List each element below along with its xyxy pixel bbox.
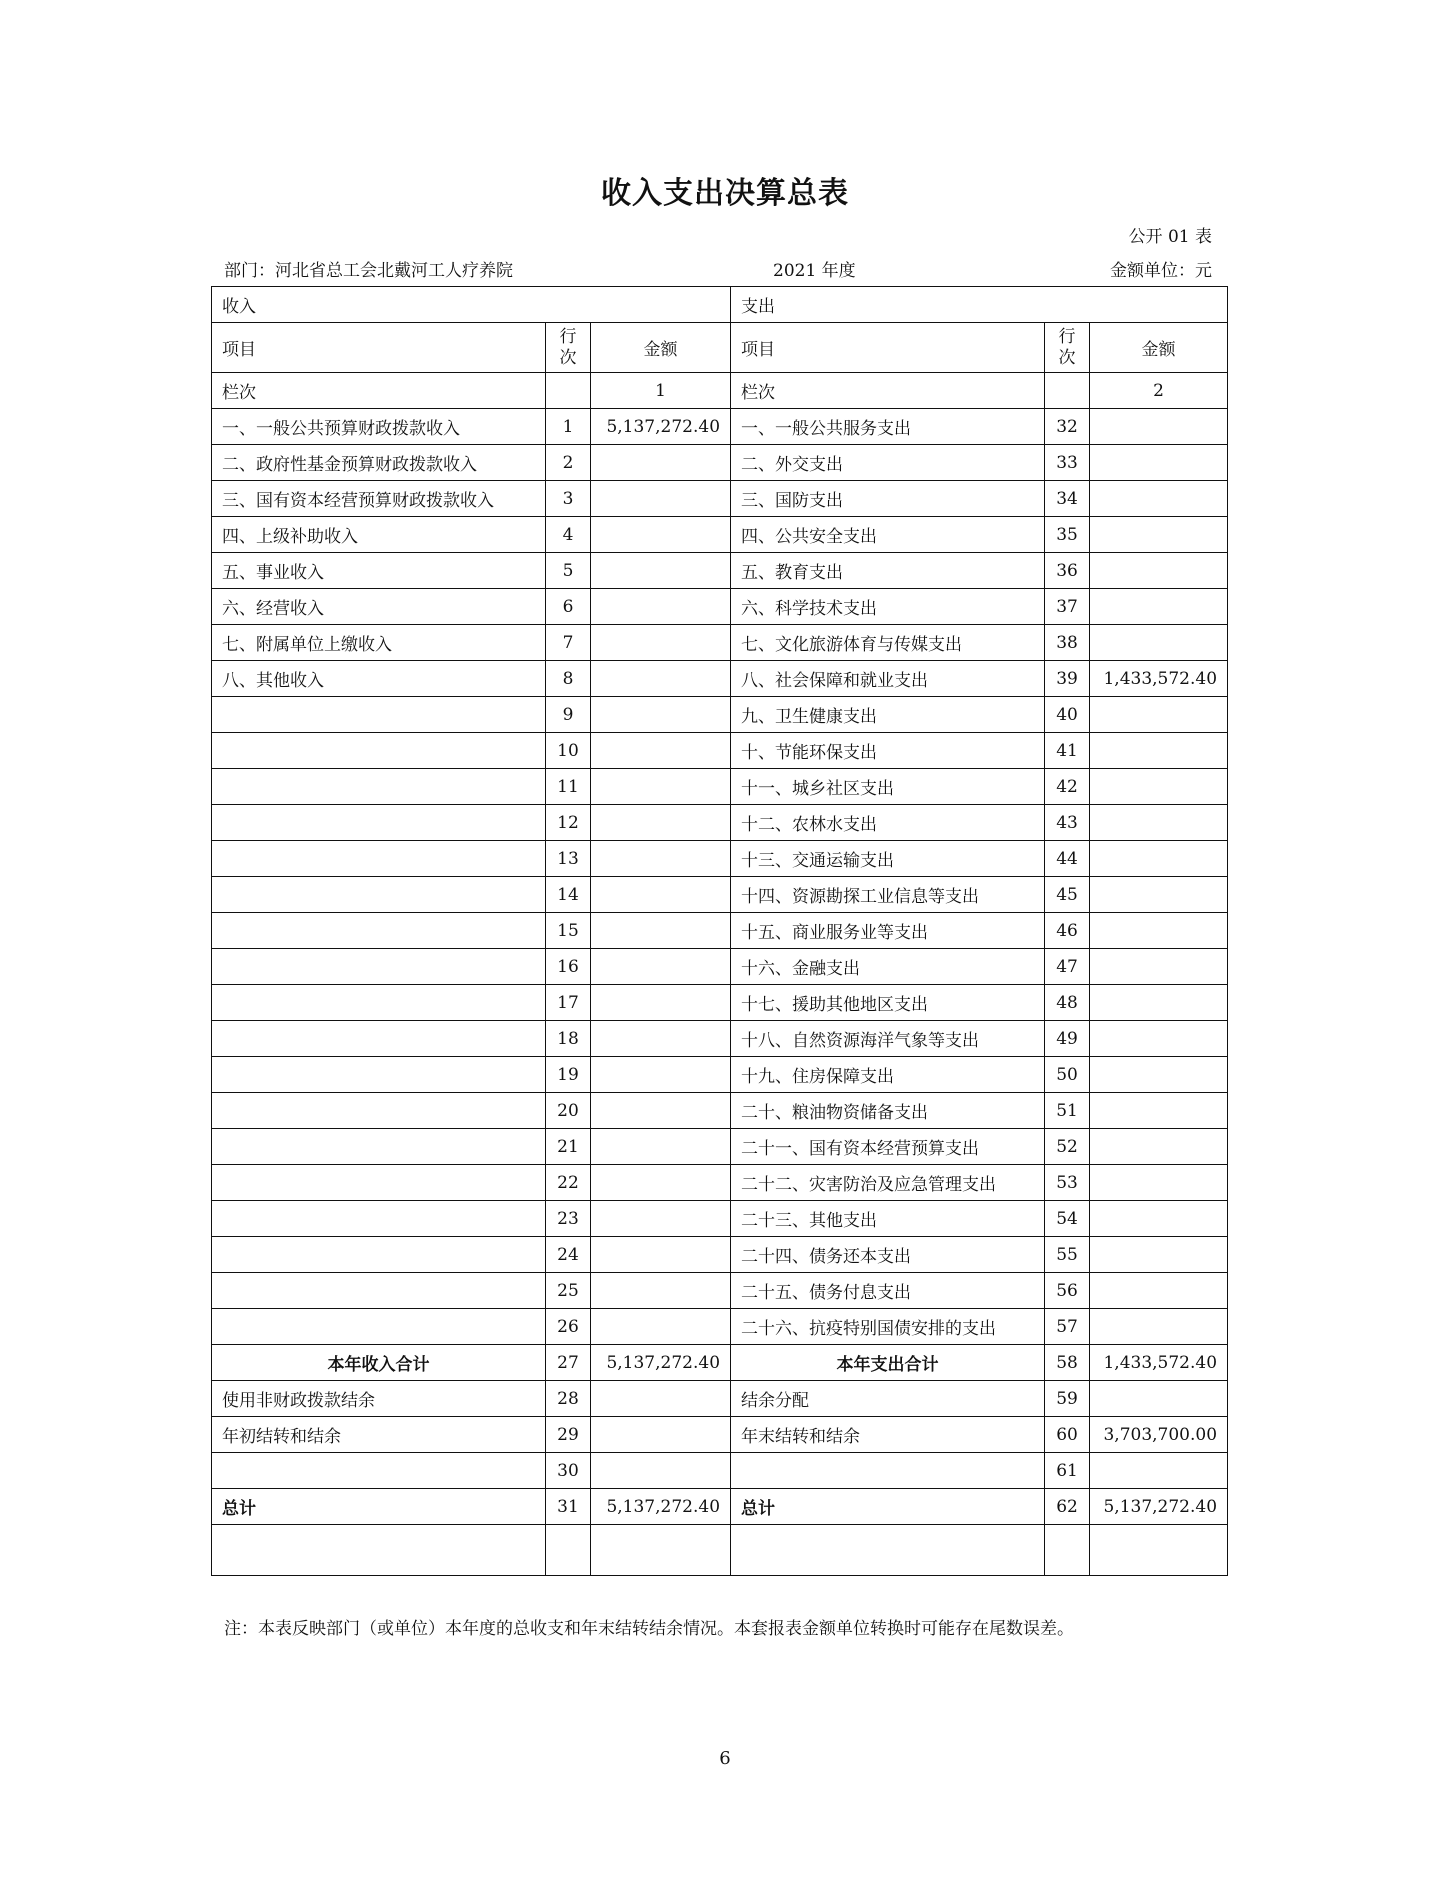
fiscal-year: 2021 年度 — [773, 261, 856, 281]
expense-amount — [1090, 805, 1228, 841]
income-amount — [591, 481, 731, 517]
table-row — [212, 733, 1228, 769]
expense-item: 十八、自然资源海洋气象等支出 — [731, 1021, 1045, 1057]
income-section-header: 收入 — [212, 287, 731, 323]
expense-line-no: 45 — [1045, 877, 1090, 913]
expense-line-no: 53 — [1045, 1165, 1090, 1201]
expense-line-no: 57 — [1045, 1309, 1090, 1345]
income-item — [212, 913, 546, 949]
income-line-no: 4 — [546, 517, 591, 553]
income-line-no: 9 — [546, 697, 591, 733]
expense-total-label: 总计 — [731, 1489, 1045, 1525]
income-item — [212, 733, 546, 769]
expense-amount — [1090, 1057, 1228, 1093]
table-row — [212, 805, 1228, 841]
expense-amount — [1090, 445, 1228, 481]
expense-line-no: 51 — [1045, 1093, 1090, 1129]
expense-line-no: 47 — [1045, 949, 1090, 985]
column-header-row — [212, 323, 1228, 373]
expense-col-amount: 金额 — [1090, 323, 1228, 373]
expense-item: 六、科学技术支出 — [731, 589, 1045, 625]
table-row — [212, 1381, 1228, 1417]
income-item — [212, 841, 546, 877]
expense-amount — [1090, 553, 1228, 589]
expense-item: 二十四、债务还本支出 — [731, 1237, 1045, 1273]
table-row — [212, 841, 1228, 877]
expense-line-no: 52 — [1045, 1129, 1090, 1165]
income-amount — [591, 985, 731, 1021]
table-row — [212, 1453, 1228, 1489]
income-amount — [591, 553, 731, 589]
blank-income-item — [212, 1525, 546, 1576]
income-amount — [591, 1093, 731, 1129]
income-amount — [591, 445, 731, 481]
income-amount — [591, 805, 731, 841]
income-item: 六、经营收入 — [212, 589, 546, 625]
income-item — [212, 985, 546, 1021]
income-item: 五、事业收入 — [212, 553, 546, 589]
expense-amount — [1090, 481, 1228, 517]
income-line-no: 20 — [546, 1093, 591, 1129]
column-index-row — [212, 373, 1228, 409]
expense-item: 八、社会保障和就业支出 — [731, 661, 1045, 697]
expense-amount — [1090, 1201, 1228, 1237]
income-amount — [591, 1021, 731, 1057]
expense-line-no: 60 — [1045, 1417, 1090, 1453]
table-row — [212, 517, 1228, 553]
income-line-no: 24 — [546, 1237, 591, 1273]
income-item — [212, 1093, 546, 1129]
expense-col-index: 2 — [1090, 373, 1228, 409]
table-row — [212, 1129, 1228, 1165]
income-item: 一、一般公共预算财政拨款收入 — [212, 409, 546, 445]
expense-total-amount: 5,137,272.40 — [1090, 1489, 1228, 1525]
income-line-no: 7 — [546, 625, 591, 661]
income-amount — [591, 1309, 731, 1345]
income-item — [212, 697, 546, 733]
income-item — [212, 1129, 546, 1165]
expense-amount — [1090, 1237, 1228, 1273]
income-col-index: 1 — [591, 373, 731, 409]
income-item: 八、其他收入 — [212, 661, 546, 697]
expense-amount — [1090, 697, 1228, 733]
expense-item: 二十二、灾害防治及应急管理支出 — [731, 1165, 1045, 1201]
income-line-no: 6 — [546, 589, 591, 625]
table-row — [212, 589, 1228, 625]
table-row — [212, 553, 1228, 589]
income-amount — [591, 1201, 731, 1237]
income-line-no: 26 — [546, 1309, 591, 1345]
income-item — [212, 769, 546, 805]
income-item: 使用非财政拨款结余 — [212, 1381, 546, 1417]
expense-item: 十、节能环保支出 — [731, 733, 1045, 769]
income-item — [212, 805, 546, 841]
income-item: 四、上级补助收入 — [212, 517, 546, 553]
expense-amount — [1090, 913, 1228, 949]
expense-amount — [1090, 1309, 1228, 1345]
income-amount — [591, 769, 731, 805]
table-row — [212, 1237, 1228, 1273]
expense-line-no: 35 — [1045, 517, 1090, 553]
income-line-no: 30 — [546, 1453, 591, 1489]
expense-item: 五、教育支出 — [731, 553, 1045, 589]
subtotal-row — [212, 1345, 1228, 1381]
income-index-blank — [546, 373, 591, 409]
expense-item: 二、外交支出 — [731, 445, 1045, 481]
expense-amount — [1090, 1021, 1228, 1057]
expense-line-no: 50 — [1045, 1057, 1090, 1093]
income-line-no: 8 — [546, 661, 591, 697]
income-amount — [591, 1165, 731, 1201]
expense-item: 四、公共安全支出 — [731, 517, 1045, 553]
income-line-no: 23 — [546, 1201, 591, 1237]
table-row — [212, 1201, 1228, 1237]
income-line-no: 13 — [546, 841, 591, 877]
income-line-no: 16 — [546, 949, 591, 985]
income-amount — [591, 949, 731, 985]
expense-line-no: 33 — [1045, 445, 1090, 481]
income-item — [212, 1453, 546, 1489]
expense-item — [731, 1453, 1045, 1489]
section-header-row — [212, 287, 1228, 323]
income-amount — [591, 1273, 731, 1309]
income-line-no: 17 — [546, 985, 591, 1021]
income-item: 三、国有资本经营预算财政拨款收入 — [212, 481, 546, 517]
income-line-no: 28 — [546, 1381, 591, 1417]
income-index-label: 栏次 — [212, 373, 546, 409]
expense-index-blank — [1045, 373, 1090, 409]
expense-line-no: 39 — [1045, 661, 1090, 697]
expense-amount — [1090, 517, 1228, 553]
income-line-no: 10 — [546, 733, 591, 769]
expense-line-no: 32 — [1045, 409, 1090, 445]
income-amount — [591, 1057, 731, 1093]
expense-line-no: 37 — [1045, 589, 1090, 625]
expense-section-header: 支出 — [731, 287, 1228, 323]
expense-line-no: 34 — [1045, 481, 1090, 517]
expense-item: 十九、住房保障支出 — [731, 1057, 1045, 1093]
income-col-item: 项目 — [212, 323, 546, 373]
income-amount — [591, 1129, 731, 1165]
income-item — [212, 1309, 546, 1345]
income-item — [212, 1165, 546, 1201]
blank-row — [212, 1525, 1228, 1576]
income-amount: 5,137,272.40 — [591, 409, 731, 445]
income-item: 年初结转和结余 — [212, 1417, 546, 1453]
expense-line-no: 36 — [1045, 553, 1090, 589]
income-line-no: 2 — [546, 445, 591, 481]
table-row — [212, 1021, 1228, 1057]
income-item: 七、附属单位上缴收入 — [212, 625, 546, 661]
table-row — [212, 625, 1228, 661]
income-item — [212, 1237, 546, 1273]
table-row — [212, 985, 1228, 1021]
expense-item: 十三、交通运输支出 — [731, 841, 1045, 877]
expense-line-no: 41 — [1045, 733, 1090, 769]
income-col-amount: 金额 — [591, 323, 731, 373]
expense-item: 十一、城乡社区支出 — [731, 769, 1045, 805]
income-amount — [591, 877, 731, 913]
page-number: 6 — [719, 1748, 731, 1769]
income-total-amount: 5,137,272.40 — [591, 1489, 731, 1525]
expense-line-no: 48 — [1045, 985, 1090, 1021]
expense-amount — [1090, 1129, 1228, 1165]
expense-amount — [1090, 1165, 1228, 1201]
table-row — [212, 1093, 1228, 1129]
income-line-no: 19 — [546, 1057, 591, 1093]
income-line-no: 1 — [546, 409, 591, 445]
income-item — [212, 1021, 546, 1057]
income-amount — [591, 1237, 731, 1273]
table-row — [212, 1165, 1228, 1201]
income-line-no: 5 — [546, 553, 591, 589]
expense-amount — [1090, 1381, 1228, 1417]
income-subtotal-label: 本年收入合计 — [212, 1345, 546, 1381]
expense-amount — [1090, 589, 1228, 625]
expense-item: 三、国防支出 — [731, 481, 1045, 517]
income-item — [212, 1057, 546, 1093]
expense-subtotal-label: 本年支出合计 — [731, 1345, 1045, 1381]
blank-expense-item — [731, 1525, 1045, 1576]
blank-income-line — [546, 1525, 591, 1576]
table-row — [212, 1417, 1228, 1453]
expense-col-item: 项目 — [731, 323, 1045, 373]
income-amount — [591, 661, 731, 697]
expense-item: 十五、商业服务业等支出 — [731, 913, 1045, 949]
table-row — [212, 769, 1228, 805]
table-row — [212, 913, 1228, 949]
income-line-no: 3 — [546, 481, 591, 517]
table-row — [212, 445, 1228, 481]
expense-line-no: 40 — [1045, 697, 1090, 733]
expense-amount — [1090, 877, 1228, 913]
income-line-no: 22 — [546, 1165, 591, 1201]
income-subtotal-line-no: 27 — [546, 1345, 591, 1381]
expense-item: 一、一般公共服务支出 — [731, 409, 1045, 445]
expense-item: 十七、援助其他地区支出 — [731, 985, 1045, 1021]
income-item — [212, 949, 546, 985]
income-amount — [591, 733, 731, 769]
income-subtotal-amount: 5,137,272.40 — [591, 1345, 731, 1381]
table-row — [212, 877, 1228, 913]
income-line-no: 11 — [546, 769, 591, 805]
expense-item: 年末结转和结余 — [731, 1417, 1045, 1453]
expense-line-no: 61 — [1045, 1453, 1090, 1489]
income-total-line-no: 31 — [546, 1489, 591, 1525]
income-total-label: 总计 — [212, 1489, 546, 1525]
income-amount — [591, 517, 731, 553]
expense-item: 七、文化旅游体育与传媒支出 — [731, 625, 1045, 661]
expense-item: 二十六、抗疫特别国债安排的支出 — [731, 1309, 1045, 1345]
expense-amount — [1090, 625, 1228, 661]
expense-amount — [1090, 1093, 1228, 1129]
income-item: 二、政府性基金预算财政拨款收入 — [212, 445, 546, 481]
expense-total-line-no: 62 — [1045, 1489, 1090, 1525]
expense-amount — [1090, 733, 1228, 769]
income-line-no: 18 — [546, 1021, 591, 1057]
income-amount — [591, 1453, 731, 1489]
expense-index-label: 栏次 — [731, 373, 1045, 409]
expense-line-no: 44 — [1045, 841, 1090, 877]
expense-item: 结余分配 — [731, 1381, 1045, 1417]
expense-item: 九、卫生健康支出 — [731, 697, 1045, 733]
expense-item: 二十一、国有资本经营预算支出 — [731, 1129, 1045, 1165]
expense-line-no: 42 — [1045, 769, 1090, 805]
income-line-no: 21 — [546, 1129, 591, 1165]
expense-col-line: 行 次 — [1045, 323, 1090, 373]
department-label: 部门：河北省总工会北戴河工人疗养院 — [224, 261, 513, 281]
income-amount — [591, 841, 731, 877]
expense-amount — [1090, 409, 1228, 445]
expense-amount — [1090, 1273, 1228, 1309]
expense-amount — [1090, 841, 1228, 877]
expense-line-no: 38 — [1045, 625, 1090, 661]
expense-amount — [1090, 1453, 1228, 1489]
income-col-line: 行 次 — [546, 323, 591, 373]
income-line-no: 29 — [546, 1417, 591, 1453]
income-line-no: 25 — [546, 1273, 591, 1309]
expense-line-no: 55 — [1045, 1237, 1090, 1273]
blank-income-amount — [591, 1525, 731, 1576]
expense-line-no: 46 — [1045, 913, 1090, 949]
table-row — [212, 1057, 1228, 1093]
income-item — [212, 1273, 546, 1309]
expense-line-no: 49 — [1045, 1021, 1090, 1057]
income-amount — [591, 1417, 731, 1453]
blank-expense-line — [1045, 1525, 1090, 1576]
expense-item: 二十五、债务付息支出 — [731, 1273, 1045, 1309]
income-amount — [591, 697, 731, 733]
expense-item: 十四、资源勘探工业信息等支出 — [731, 877, 1045, 913]
income-amount — [591, 625, 731, 661]
expense-item: 二十三、其他支出 — [731, 1201, 1045, 1237]
page-title: 收入支出决算总表 — [601, 176, 849, 211]
expense-item: 二十、粮油物资储备支出 — [731, 1093, 1045, 1129]
table-row — [212, 697, 1228, 733]
total-row — [212, 1489, 1228, 1525]
expense-subtotal-line-no: 58 — [1045, 1345, 1090, 1381]
income-line-no: 12 — [546, 805, 591, 841]
expense-line-no: 59 — [1045, 1381, 1090, 1417]
expense-line-no: 56 — [1045, 1273, 1090, 1309]
table-row — [212, 949, 1228, 985]
table-row — [212, 661, 1228, 697]
expense-amount — [1090, 949, 1228, 985]
income-item — [212, 877, 546, 913]
income-amount — [591, 913, 731, 949]
expense-amount — [1090, 985, 1228, 1021]
expense-amount — [1090, 769, 1228, 805]
footnote: 注：本表反映部门（或单位）本年度的总收支和年末结转结余情况。本套报表金额单位转换时可能存在尾数误差。 — [224, 1619, 1074, 1639]
income-item — [212, 1201, 546, 1237]
income-line-no: 14 — [546, 877, 591, 913]
expense-amount: 1,433,572.40 — [1090, 661, 1228, 697]
expense-amount: 3,703,700.00 — [1090, 1417, 1228, 1453]
table-row — [212, 409, 1228, 445]
blank-expense-amount — [1090, 1525, 1228, 1576]
income-line-no: 15 — [546, 913, 591, 949]
income-expense-table — [211, 286, 1228, 1576]
table-row — [212, 481, 1228, 517]
income-amount — [591, 589, 731, 625]
expense-subtotal-amount: 1,433,572.40 — [1090, 1345, 1228, 1381]
expense-item: 十二、农林水支出 — [731, 805, 1045, 841]
table-row — [212, 1309, 1228, 1345]
table-row — [212, 1273, 1228, 1309]
income-amount — [591, 1381, 731, 1417]
amount-unit: 金额单位：元 — [1110, 261, 1212, 281]
form-number: 公开 01 表 — [1128, 227, 1212, 247]
expense-line-no: 54 — [1045, 1201, 1090, 1237]
expense-item: 十六、金融支出 — [731, 949, 1045, 985]
expense-line-no: 43 — [1045, 805, 1090, 841]
